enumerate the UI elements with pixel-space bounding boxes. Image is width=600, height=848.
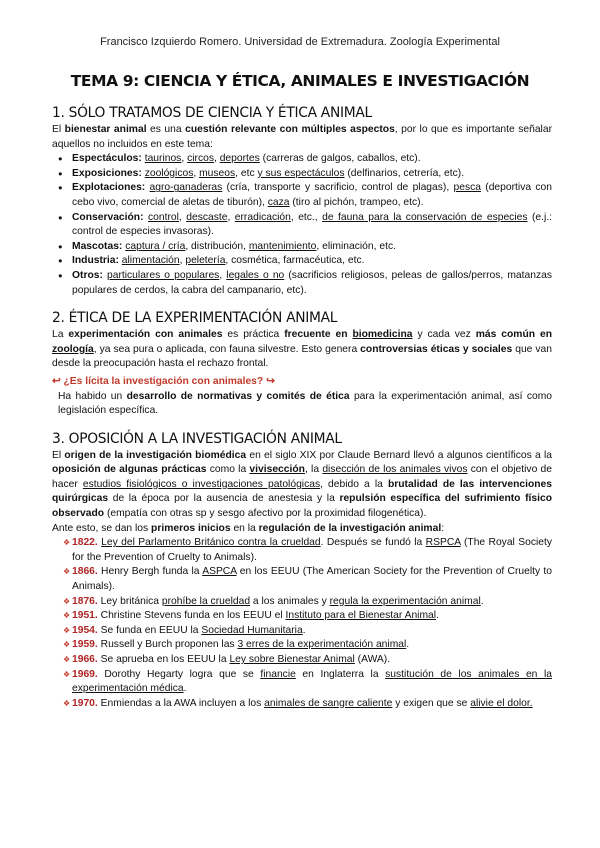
timeline-item: ❖ 1966. Se aprueba en los EEUU la Ley sobre Bienestar Animal (AWA). xyxy=(52,653,552,668)
timeline-item: ❖ 1951. Christine Stevens funda en los EEUU el Instituto para el Bienestar Animal. xyxy=(52,609,552,624)
page-header: Francisco Izquierdo Romero. Universidad de Extremadura. Zoología Experimental xyxy=(100,36,500,48)
section-3-heading: 3. OPOSICIÓN A LA INVESTIGACIÓN ANIMAL xyxy=(52,430,342,447)
section-1-list xyxy=(52,152,552,298)
page-title: TEMA 9: CIENCIA Y ÉTICA, ANIMALES E INVESTIGACIÓN xyxy=(70,72,530,90)
list-item: ● Exposiciones: zoológicos, museos, etc y sus espectáculos (delfinarios, cetrería, etc). xyxy=(52,167,552,182)
list-item: ● Otros: particulares o populares, legales o no (sacrificios religiosos, peleas de gallos/perros, matanzas populares de cerdos, la cabra del campanario, etc). xyxy=(52,269,552,298)
document-body xyxy=(52,104,552,711)
section-2-paragraph: La experimentación con animales es práctica frecuente en biomedicina y cada vez más común en zoología, ya sea pura o aplicada, con fauna silvestre. Esto genera controversias éticas y sociales que van desde la preocupación hasta el rechazo frontal. xyxy=(52,329,552,370)
timeline-item: ❖ 1954. Se funda en EEUU la Sociedad Humanitaria. xyxy=(52,624,552,639)
section-2-answer: Ha habido un desarrollo de normativas y comités de ética para la experimentación animal, así como legislación específica. xyxy=(58,390,552,417)
timeline-item: ❖ 1970. Enmiendas a la AWA incluyen a los animales de sangre caliente y exigen que se alivie el dolor. xyxy=(52,697,552,712)
section-1-intro: El bienestar animal es una cuestión relevante con múltiples aspectos, por lo que es importante señalar aquellos no incluidos en este tema: xyxy=(52,124,552,150)
timeline-item: ❖ 1969. Dorothy Hegarty logra que se financie en Inglaterra la sustitución de los animales en la experimentación médica. xyxy=(52,668,552,697)
list-item: ● Conservación: control, descaste, erradicación, etc., de fauna para la conservación de especies (e.j.: control de especies invasoras). xyxy=(52,211,552,240)
list-item: ● Espectáculos: taurinos, circos, deportes (carreras de galgos, caballos, etc). xyxy=(52,152,552,167)
list-item: ● Industria: alimentación, peletería, cosmética, farmacéutica, etc. xyxy=(52,254,552,269)
timeline-item: ❖ 1866. Henry Bergh funda la ASPCA en los EEUU (The American Society for the Prevention of Cruelty to Animals). xyxy=(52,565,552,594)
timeline-item: ❖ 1959. Russell y Burch proponen las 3 erres de la experimentación animal. xyxy=(52,638,552,653)
section-1-heading: 1. SÓLO TRATAMOS DE CIENCIA Y ÉTICA ANIMAL xyxy=(52,105,372,121)
section-3-paragraph: El origen de la investigación biomédica en el siglo XIX por Claude Bernard llevó a algunos científicos a la oposición de algunas prácticas como la vivisección, la disección de los animales vivos con el objetivo de hacer estudios fisiológicos o investigaciones patológicas, debido a la brutalidad de las intervenciones quirúrgicas de la época por la ausencia de anestesia y la repulsión específica del sufrimiento físico observado (empatía con otras sp y sesgo afectivo por la proximidad filogenética). xyxy=(52,449,552,520)
list-item: ● Mascotas: captura / cría, distribución, mantenimiento, eliminación, etc. xyxy=(52,240,552,255)
timeline-item: ❖ 1822. Ley del Parlamento Británico contra la crueldad. Después se fundó la RSPCA (The Royal Society for the Prevention of Cruelty to Animals). xyxy=(52,536,552,565)
list-item: ● Explotaciones: agro-ganaderas (cría, transporte y sacrificio, control de plagas), pesca (deportiva con cebo vivo, comercial de aletas de tiburón), caza (tiro al pichón, trampeo, etc). xyxy=(52,181,552,210)
timeline-item: ❖ 1876. Ley británica prohíbe la crueldad a los animales y regula la experimentación animal. xyxy=(52,595,552,610)
timeline-list xyxy=(52,536,552,711)
section-2-heading: 2. ÉTICA DE LA EXPERIMENTACIÓN ANIMAL xyxy=(52,310,338,327)
section-3-intro-list: Ante esto, se dan los primeros inicios en la regulación de la investigación animal: xyxy=(52,522,445,534)
section-2-question: ↩ ¿Es lícita la investigación con animales? ↪ xyxy=(52,375,275,387)
